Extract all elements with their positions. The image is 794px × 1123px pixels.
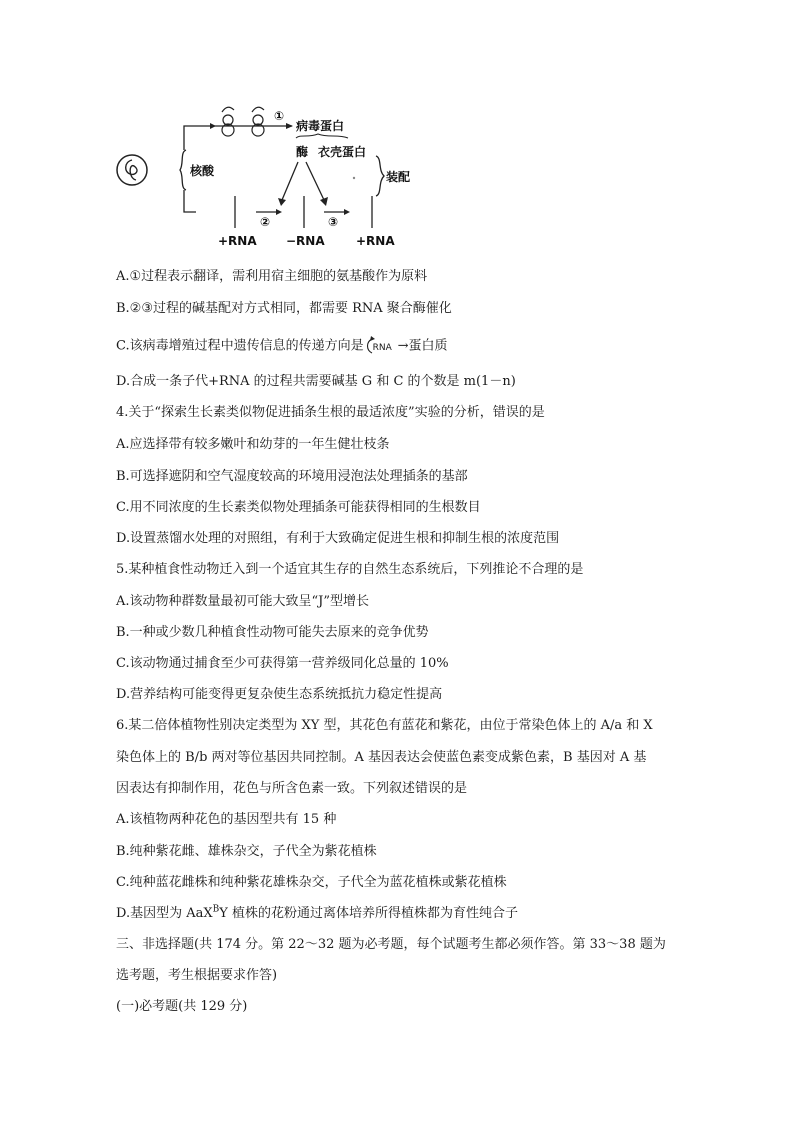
q6-option-d-sup: B	[212, 904, 220, 915]
nucleic-acid-brace	[180, 150, 186, 190]
q4-option-b: B.可选择遮阴和空气湿度较高的环境用浸泡法处理插条的基部	[116, 469, 468, 484]
ribosome-icon-2	[252, 107, 264, 136]
diagram-svg	[110, 100, 411, 252]
step-2-label: ②	[260, 215, 271, 229]
q6-option-d	[116, 905, 518, 923]
q5-option-b: B.一种或少数几种植食性动物可能失去原来的竞争优势	[116, 625, 429, 640]
q4-option-d: D.设置蒸馏水处理的对照组，有利于大致确定促进生根和抑制生根的浓度范围	[116, 531, 560, 546]
q4-stem: 4.关于“探索生长素类似物促进插条生根的最适浓度”实验的分析，错误的是	[116, 405, 545, 420]
q3-option-a: A.①过程表示翻译，需利用宿主细胞的氨基酸作为原料	[116, 269, 428, 284]
virus-icon	[117, 155, 147, 185]
assembly-brace	[376, 156, 384, 196]
section-3-heading-line-1: 三、非选择题(共 174 分。第 22～32 题为必考题，每个试题考生都必须作答。第 33～38 题为	[116, 937, 666, 952]
q5-option-d: D.营养结构可能变得更复杂使生态系统抵抗力稳定性提高	[116, 687, 443, 702]
plus-rna-label-1: +RNA	[218, 234, 257, 248]
q3-option-c	[116, 336, 448, 356]
plus-rna-label-2: +RNA	[356, 234, 395, 248]
q3-option-c-text: C.该病毒增殖过程中遗传信息的传递方向是	[116, 338, 364, 354]
q6-option-d-text: D.基因型为 AaX	[116, 906, 213, 921]
minus-rna-label: −RNA	[286, 234, 325, 248]
q6-stem-line-3: 因表达有抑制作用，花色与所含色素一致。下列叙述错误的是	[116, 781, 468, 796]
virus-protein-label: 病毒蛋白	[296, 119, 345, 133]
section-3-heading-line-2: 选考题，考生根据要求作答)	[116, 968, 278, 983]
q3-option-b: B.②③过程的碱基配对方式相同，都需要 RNA 聚合酶催化	[116, 301, 452, 316]
q6-stem-line-1: 6.某二倍体植物性别决定类型为 XY 型，其花色有蓝花和紫花，由位于常染色体上的 A/a 和 X	[116, 718, 653, 733]
q3-option-c-tail: →蛋白质	[397, 338, 448, 354]
required-questions-heading: (一)必考题(共 129 分)	[116, 999, 248, 1014]
q4-option-a: A.应选择带有较多嫩叶和幼芽的一年生健壮枝条	[116, 437, 390, 452]
virus-replication-diagram	[110, 100, 411, 252]
assembly-label: 装配	[386, 170, 411, 184]
step-1-label: ①	[274, 109, 285, 123]
virus-nucleic-acid-icon	[126, 160, 137, 180]
coat-protein-label: 衣壳蛋白	[318, 145, 367, 159]
q6-option-b: B.纯种紫花雌、雄株杂交，子代全为紫花植株	[116, 844, 377, 859]
enzyme-label: 酶	[296, 145, 309, 159]
rna-replication-loop-icon: RNA	[366, 336, 396, 356]
q5-option-a: A.该动物种群数量最初可能大致呈“J”型增长	[116, 594, 370, 609]
q5-option-c: C.该动物通过捕食至少可获得第一营养级同化总量的 10%	[116, 656, 449, 671]
nucleic-acid-label: 核酸	[190, 164, 215, 178]
q6-stem-line-2: 染色体上的 B/b 两对等位基因共同控制。A 基因表达会使蓝色素变成紫色素，B 基因对 A 基	[116, 750, 647, 765]
q6-option-d-tail: Y 植株的花粉通过离体培养所得植株都为育性纯合子	[219, 906, 518, 921]
q5-stem: 5.某种植食性动物迁入到一个适宜其生存的自然生态系统后，下列推论不合理的是	[116, 562, 584, 577]
q6-option-c: C.纯种蓝花雌株和纯种紫花雄株杂交，子代全为蓝花植株或紫花植株	[116, 875, 507, 890]
step-3-label: ③	[328, 215, 339, 229]
q4-option-c: C.用不同浓度的生长素类似物处理插条可能获得相同的生根数目	[116, 500, 481, 515]
ribosome-icon-1	[222, 107, 234, 136]
q6-option-a: A.该植物两种花色的基因型共有 15 种	[116, 812, 337, 827]
q3-option-d: D.合成一条子代+RNA 的过程共需要碱基 G 和 C 的个数是 m(1－n)	[116, 374, 516, 389]
